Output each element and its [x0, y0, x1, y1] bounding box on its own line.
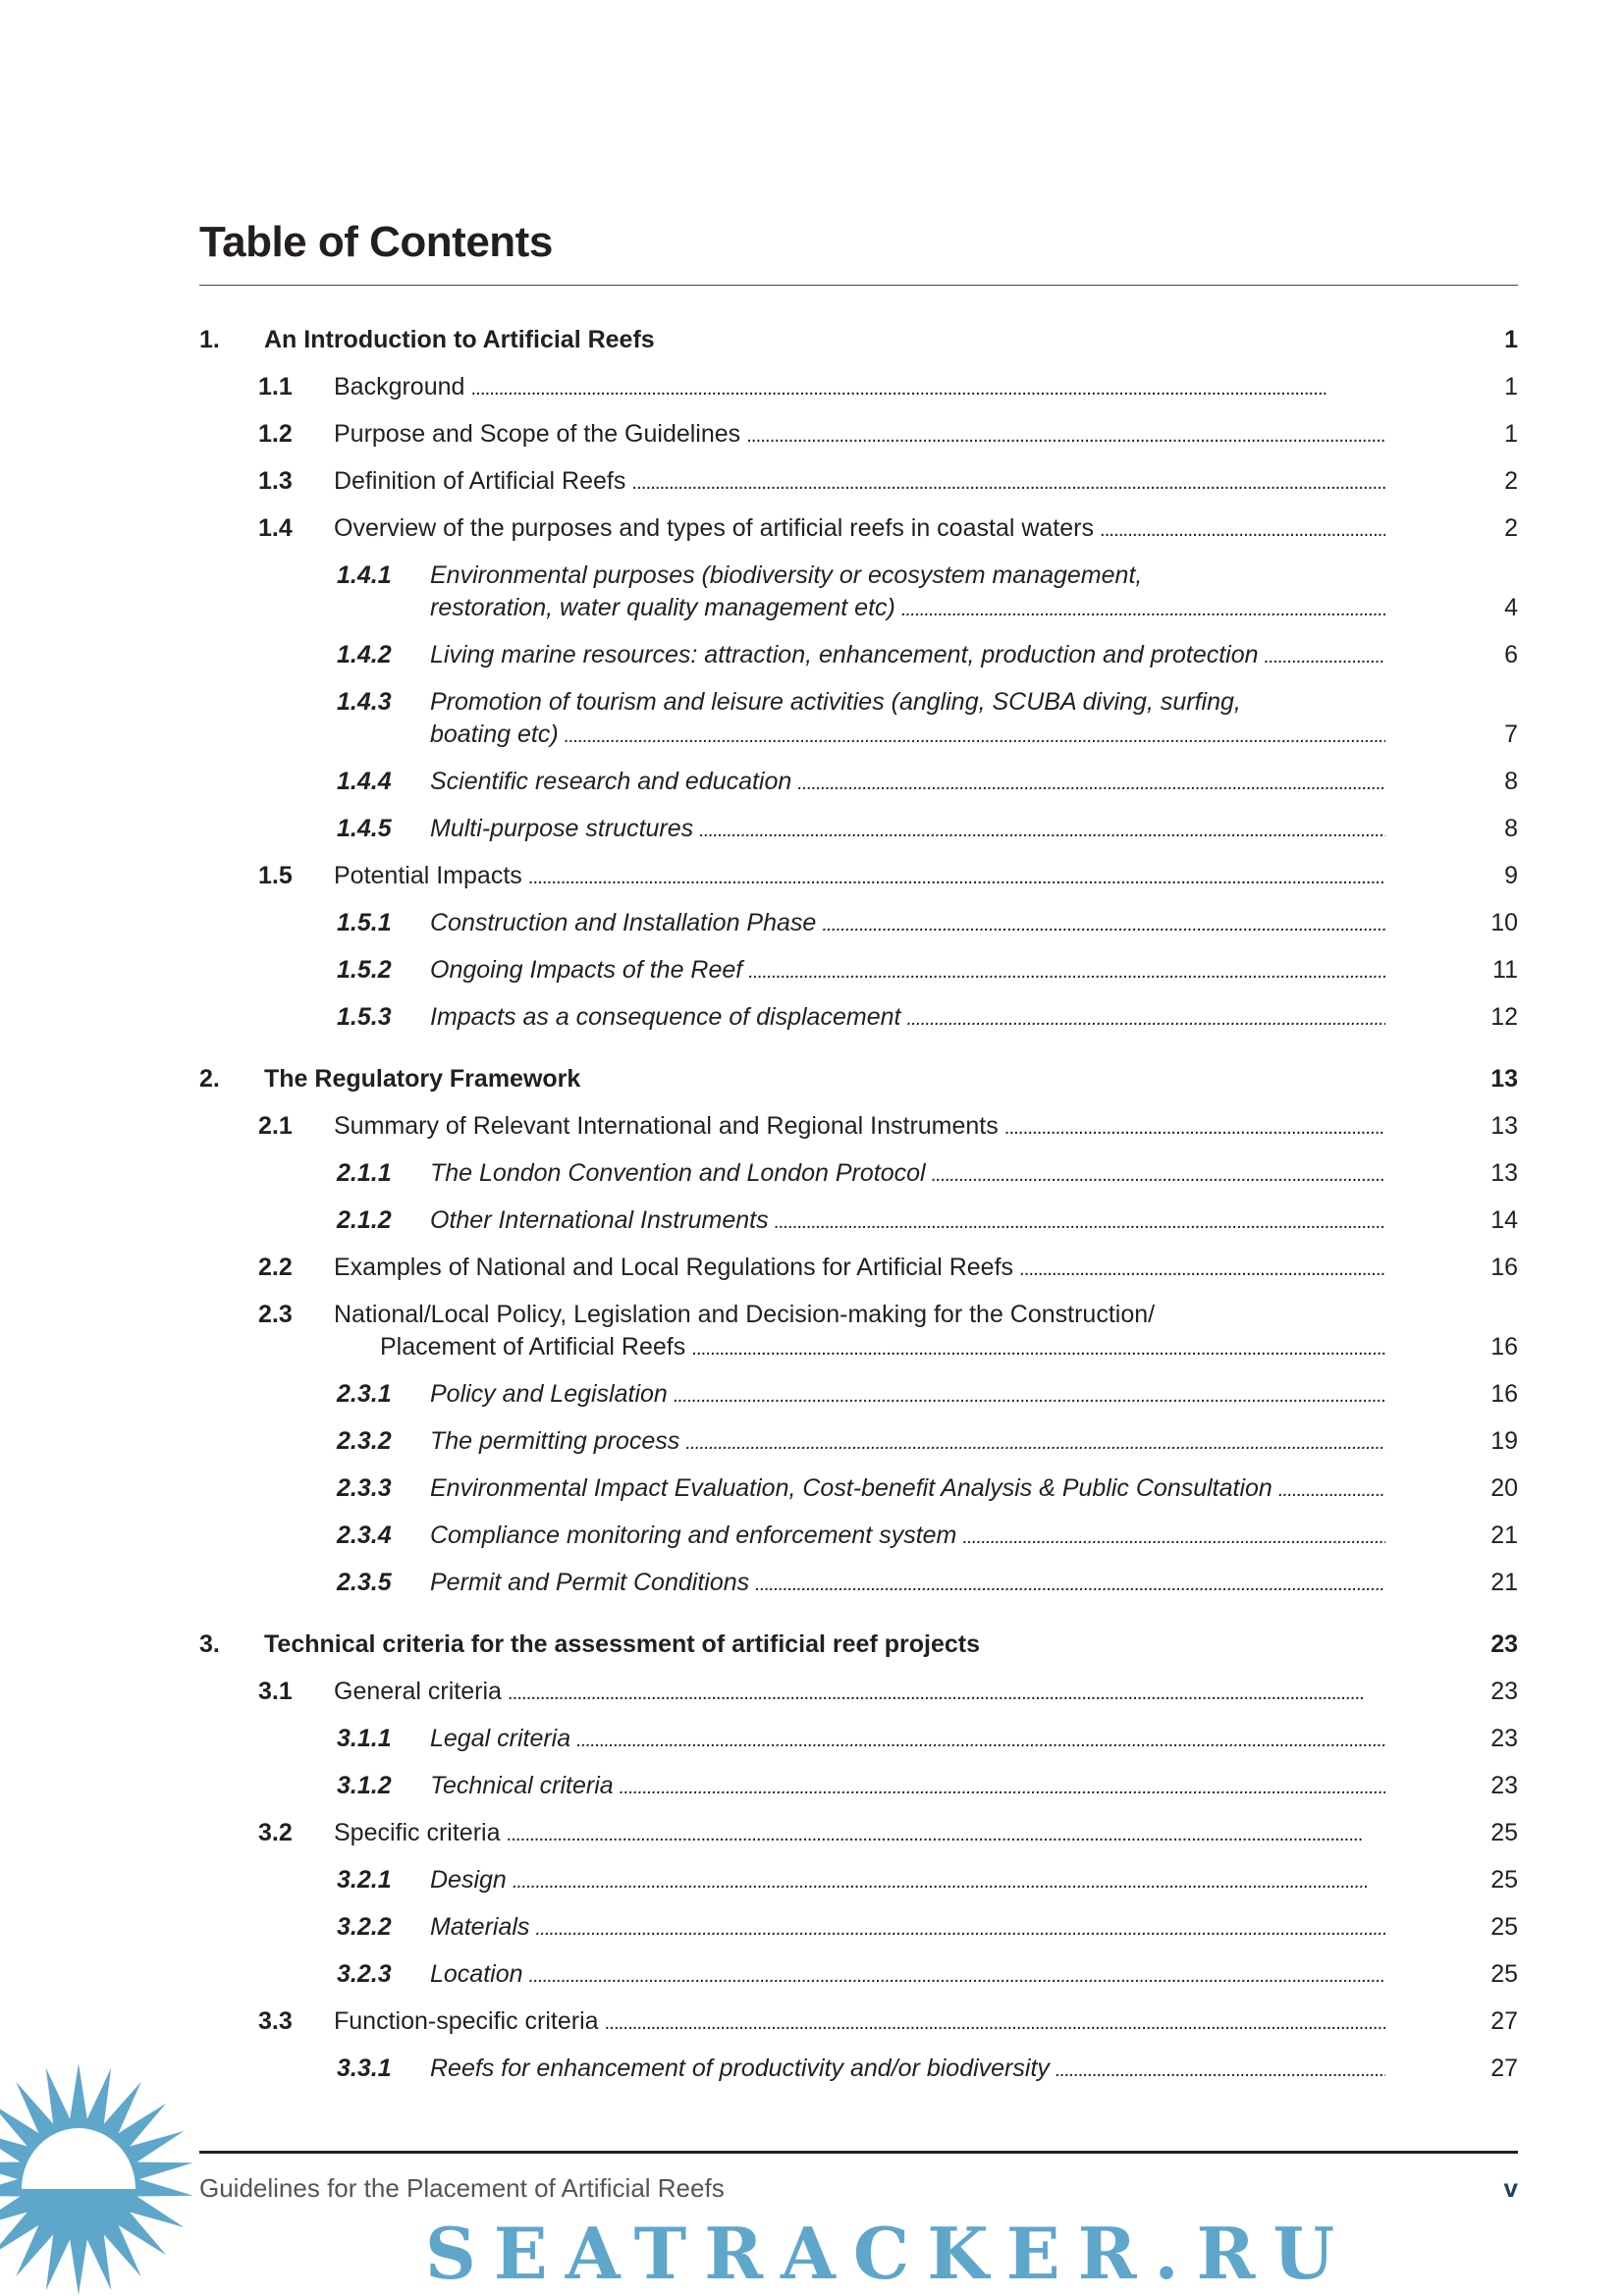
- entry-number: 1.5.1: [337, 909, 392, 936]
- entry-title: National/Local Policy, Legislation and Decision-making for the Construction/: [334, 1301, 1156, 1328]
- entry-page-number: 4: [1504, 594, 1518, 621]
- entry-number: 1.5.3: [337, 1003, 392, 1031]
- entry-page-number: 16: [1490, 1333, 1518, 1361]
- dot-leader: [508, 1676, 1385, 1708]
- watermark-text: SEATRACKER.RU: [424, 2212, 1353, 2295]
- entry-title: Overview of the purposes and types of artificial reefs in coastal waters: [334, 514, 1094, 542]
- entry-title: Purpose and Scope of the Guidelines: [334, 420, 741, 448]
- footer-divider: [199, 2151, 1518, 2154]
- entry-title: Environmental purposes (biodiversity or ecosystem management,: [430, 561, 1143, 589]
- entry-title: Summary of Relevant International and Regional Instruments: [334, 1112, 999, 1140]
- dot-leader: [470, 371, 1385, 403]
- entry-page-number: 19: [1490, 1427, 1518, 1455]
- entry-number: 1.4.2: [337, 641, 392, 668]
- entry-title: Compliance monitoring and enforcement system: [430, 1522, 957, 1549]
- entry-number: 1.1: [258, 373, 293, 400]
- entry-page-number: 1: [1504, 373, 1518, 400]
- dot-leader: [1004, 1110, 1385, 1143]
- entry-page-number: 25: [1490, 1819, 1518, 1846]
- entry-number: 1.: [199, 326, 220, 353]
- entry-page-number: 23: [1490, 1630, 1518, 1658]
- dot-leader: [1265, 639, 1385, 671]
- entry-title: Permit and Permit Conditions: [430, 1569, 750, 1596]
- dot-leader: [748, 954, 1385, 987]
- entry-title: General criteria: [334, 1678, 502, 1705]
- entry-number: 1.4.3: [337, 688, 392, 716]
- entry-title: Multi-purpose structures: [430, 815, 694, 842]
- entry-page-number: 16: [1490, 1254, 1518, 1281]
- entry-number: 3.2.3: [337, 1960, 392, 1988]
- entry-number: 2.2: [258, 1254, 293, 1281]
- entry-title: boating etc): [430, 721, 559, 748]
- dot-leader: [631, 465, 1385, 498]
- dot-leader: [775, 1204, 1385, 1237]
- entry-title: Ongoing Impacts of the Reef: [430, 956, 743, 984]
- entry-title: Placement of Artificial Reefs: [380, 1333, 686, 1361]
- dot-leader: [605, 2005, 1385, 2038]
- entry-page-number: 11: [1492, 956, 1518, 984]
- entry-title: Technical criteria: [430, 1772, 614, 1799]
- sun-rays: [0, 2063, 193, 2295]
- entry-title: The permitting process: [430, 1427, 680, 1455]
- entry-number: 3.2.1: [337, 1866, 392, 1894]
- footer-document-title: Guidelines for the Placement of Artificial Reefs: [199, 2173, 725, 2203]
- entry-title: Design: [430, 1866, 507, 1894]
- entry-page-number: 8: [1504, 815, 1518, 842]
- entry-number: 1.2: [258, 420, 293, 448]
- sun-disc: [22, 2128, 135, 2189]
- dot-leader: [620, 1770, 1385, 1802]
- watermark-sun-icon: [0, 2061, 196, 2296]
- entry-title: Policy and Legislation: [430, 1380, 668, 1408]
- entry-number: 3.1.1: [337, 1725, 392, 1752]
- entry-number: 2.3.2: [337, 1427, 392, 1455]
- entry-page-number: 13: [1490, 1159, 1518, 1187]
- entry-number: 1.5: [258, 862, 293, 889]
- entry-title: Legal criteria: [430, 1725, 571, 1752]
- entry-number: 2.1.1: [337, 1159, 392, 1187]
- entry-page-number: 21: [1490, 1569, 1518, 1596]
- entry-number: 2.3.5: [337, 1569, 392, 1596]
- entry-title: Construction and Installation Phase: [430, 909, 817, 936]
- dot-leader: [906, 1001, 1385, 1034]
- entry-title: Definition of Artificial Reefs: [334, 467, 626, 495]
- entry-title: Location: [430, 1960, 523, 1988]
- dot-leader: [529, 1958, 1385, 1991]
- entry-page-number: 25: [1490, 1913, 1518, 1941]
- entry-number: 2.1: [258, 1112, 293, 1140]
- entry-title: Examples of National and Local Regulations for Artificial Reefs: [334, 1254, 1014, 1281]
- dot-leader: [1056, 2053, 1385, 2085]
- dot-leader: [746, 418, 1385, 451]
- entry-number: 1.4.1: [337, 561, 392, 589]
- entry-number: 3.2: [258, 1819, 293, 1846]
- entry-number: 2.3.1: [337, 1380, 392, 1408]
- entry-number: 1.4.4: [337, 768, 392, 795]
- entry-number: 1.4.5: [337, 815, 392, 842]
- entry-page-number: 2: [1504, 467, 1518, 495]
- entry-page-number: 25: [1490, 1866, 1518, 1894]
- dot-leader: [565, 719, 1385, 751]
- dot-leader: [797, 766, 1385, 798]
- entry-title: Potential Impacts: [334, 862, 522, 889]
- entry-number: 1.5.2: [337, 956, 392, 984]
- entry-title: Other International Instruments: [430, 1206, 769, 1234]
- entry-page-number: 23: [1490, 1678, 1518, 1705]
- dot-leader: [528, 860, 1385, 892]
- entry-page-number: 12: [1490, 1003, 1518, 1031]
- entry-page-number: 23: [1490, 1772, 1518, 1799]
- entry-title: Reefs for enhancement of productivity and/or biodiversity: [430, 2055, 1050, 2082]
- entry-page-number: 13: [1490, 1112, 1518, 1140]
- entry-number: 3.1: [258, 1678, 293, 1705]
- entry-number: 3.3.1: [337, 2055, 392, 2082]
- dot-leader: [1278, 1472, 1385, 1505]
- dot-leader: [685, 1425, 1385, 1458]
- entry-page-number: 1: [1504, 420, 1518, 448]
- entry-number: 2.3.4: [337, 1522, 392, 1549]
- entry-page-number: 7: [1504, 721, 1518, 748]
- dot-leader: [1019, 1252, 1385, 1284]
- dot-leader: [513, 1864, 1385, 1896]
- dot-leader: [507, 1817, 1386, 1849]
- entry-page-number: 9: [1504, 862, 1518, 889]
- dot-leader: [901, 592, 1385, 624]
- entry-page-number: 10: [1490, 909, 1518, 936]
- entry-page-number: 6: [1504, 641, 1518, 668]
- entry-title: Materials: [430, 1913, 530, 1941]
- entry-title: restoration, water quality management etc): [430, 594, 895, 621]
- entry-title: Scientific research and education: [430, 768, 792, 795]
- entry-page-number: 13: [1490, 1065, 1518, 1093]
- entry-title: Promotion of tourism and leisure activities (angling, SCUBA diving, surfing,: [430, 688, 1241, 716]
- entry-title: Function-specific criteria: [334, 2007, 599, 2035]
- dot-leader: [691, 1331, 1385, 1363]
- entry-page-number: 1: [1504, 326, 1518, 353]
- dot-leader: [822, 907, 1385, 939]
- entry-page-number: 2: [1504, 514, 1518, 542]
- dot-leader: [535, 1911, 1385, 1944]
- entry-number: 3.2.2: [337, 1913, 392, 1941]
- entry-number: 2.: [199, 1065, 220, 1093]
- entry-page-number: 8: [1504, 768, 1518, 795]
- entry-page-number: 20: [1490, 1474, 1518, 1502]
- entry-page-number: 27: [1490, 2007, 1518, 2035]
- dot-leader: [674, 1378, 1385, 1411]
- entry-number: 2.3.3: [337, 1474, 392, 1502]
- entry-title: An Introduction to Artificial Reefs: [264, 326, 655, 353]
- dot-leader: [1100, 512, 1385, 545]
- entry-title: Impacts as a consequence of displacement: [430, 1003, 901, 1031]
- entry-title: Environmental Impact Evaluation, Cost-benefit Analysis & Public Consultation: [430, 1474, 1272, 1502]
- entry-number: 3.3: [258, 2007, 293, 2035]
- entry-page-number: 14: [1490, 1206, 1518, 1234]
- entry-title: Technical criteria for the assessment of artificial reef projects: [264, 1630, 980, 1658]
- entry-number: 2.1.2: [337, 1206, 392, 1234]
- title-divider: [199, 285, 1518, 286]
- dot-leader: [932, 1157, 1385, 1190]
- entry-title: Specific criteria: [334, 1819, 501, 1846]
- entry-number: 1.3: [258, 467, 293, 495]
- entry-number: 2.3: [258, 1301, 293, 1328]
- entry-number: 3.: [199, 1630, 220, 1658]
- entry-title: The Regulatory Framework: [264, 1065, 581, 1093]
- entry-title: Background: [334, 373, 465, 400]
- entry-title: The London Convention and London Protocol: [430, 1159, 926, 1187]
- entry-page-number: 16: [1490, 1380, 1518, 1408]
- entry-page-number: 27: [1490, 2055, 1518, 2082]
- page-title: Table of Contents: [199, 218, 553, 266]
- dot-leader: [576, 1723, 1385, 1755]
- footer-page-number: v: [1503, 2173, 1518, 2203]
- entry-page-number: 23: [1490, 1725, 1518, 1752]
- dot-leader: [699, 813, 1385, 845]
- entry-title: Living marine resources: attraction, enhancement, production and protection: [430, 641, 1259, 668]
- entry-page-number: 25: [1490, 1960, 1518, 1988]
- dot-leader: [962, 1520, 1385, 1552]
- entry-number: 1.4: [258, 514, 293, 542]
- entry-page-number: 21: [1490, 1522, 1518, 1549]
- entry-number: 3.1.2: [337, 1772, 392, 1799]
- dot-leader: [755, 1567, 1385, 1599]
